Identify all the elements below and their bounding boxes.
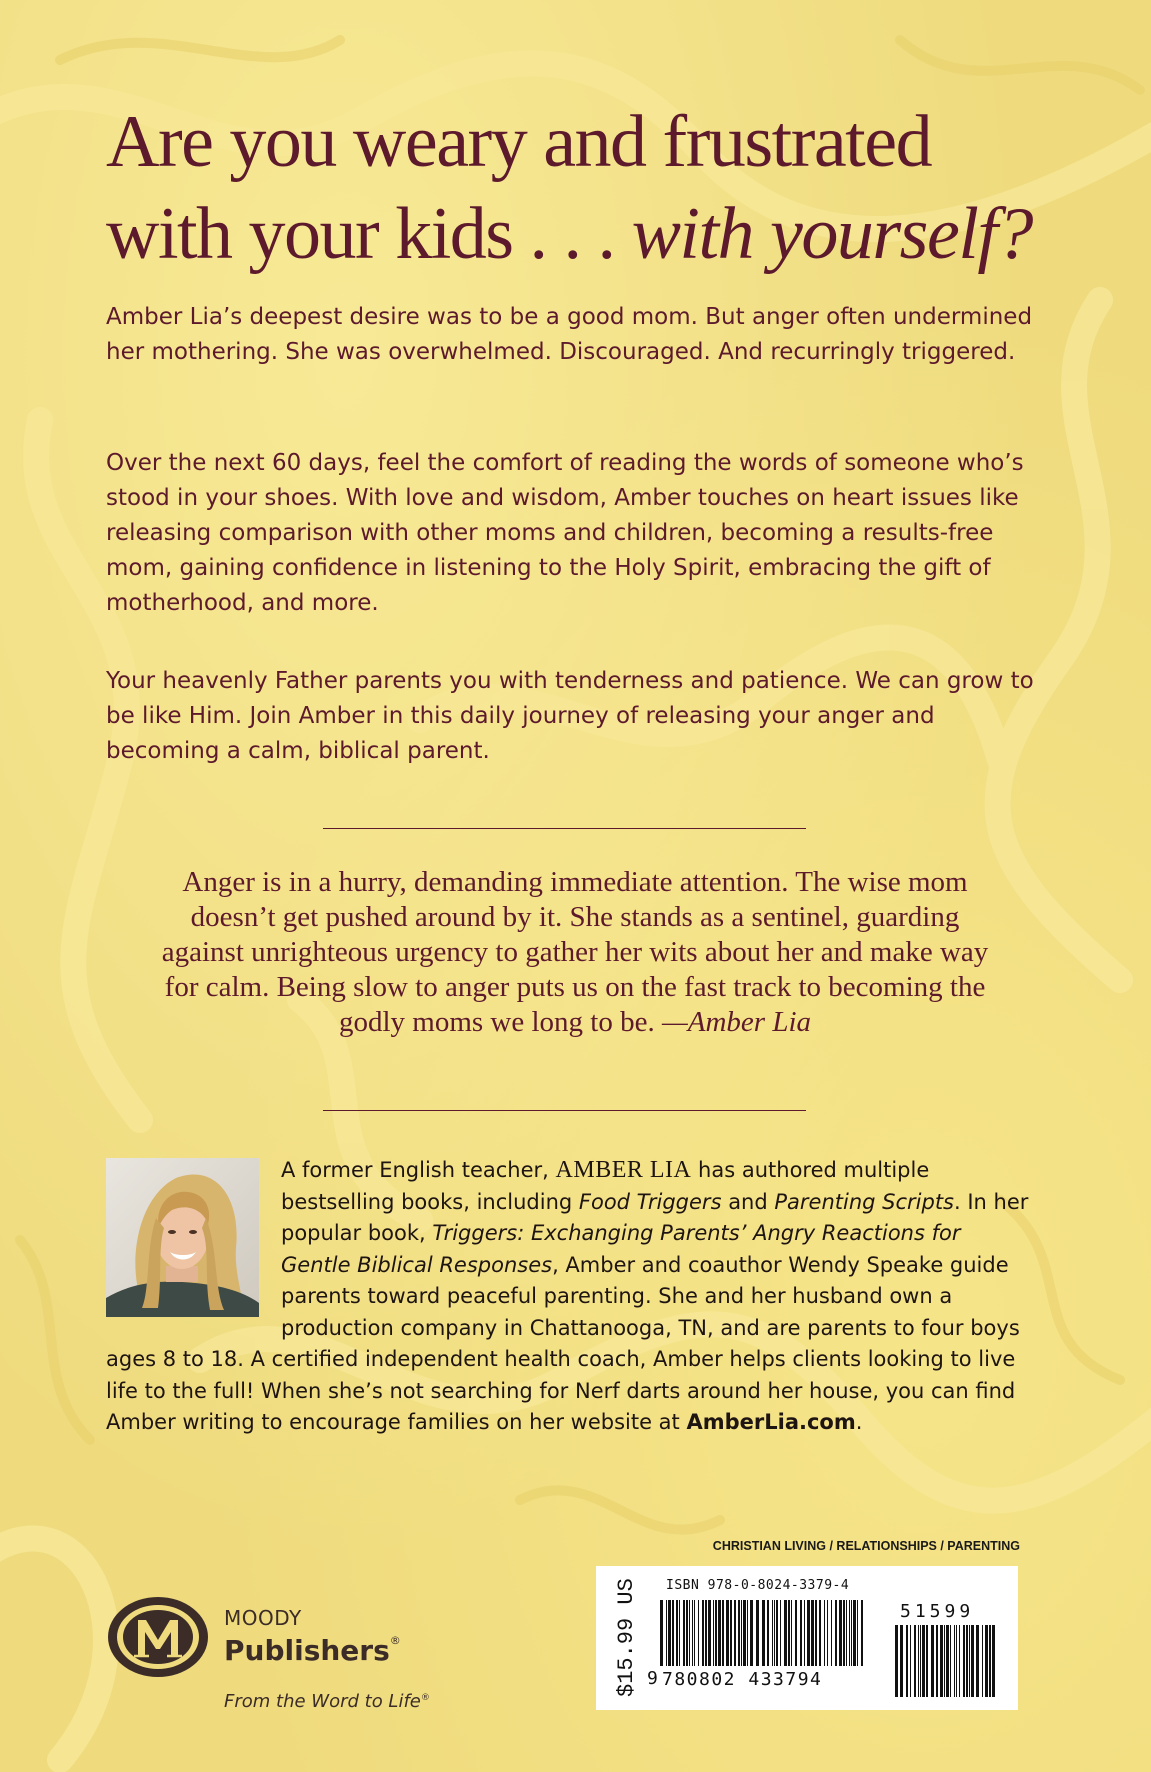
barcode-bar xyxy=(722,1600,724,1666)
barcode-bar xyxy=(804,1600,805,1666)
barcode-bar xyxy=(857,1600,858,1666)
barcode-bar xyxy=(918,1625,919,1697)
barcode-bar xyxy=(708,1600,711,1666)
barcode-bar xyxy=(815,1600,817,1666)
category-label: CHRISTIAN LIVING / RELATIONSHIPS / PARENTING xyxy=(712,1539,1020,1553)
barcode-bar xyxy=(780,1600,781,1666)
author-bio xyxy=(106,1155,1036,1439)
description-paragraph-1: Amber Lia’s deepest desire was to be a good mom. But anger often undermined her mothering. She was overwhelmed. Discouraged. And recurringly triggered. xyxy=(106,304,1033,365)
price: $15.99 US xyxy=(614,1578,639,1698)
barcode-first-digit: 9 xyxy=(647,1668,658,1689)
barcode-bar xyxy=(774,1600,775,1666)
barcode-bar xyxy=(839,1600,842,1666)
barcode-digits: 780802 433794 xyxy=(662,1669,823,1690)
barcode-addon-number: 51599 xyxy=(900,1601,975,1622)
bio-text: and xyxy=(721,1189,775,1214)
pull-quote-text: Anger is in a hurry, demanding immediate attention. The wise mom doesn’t get pushed around by it. She stands as a sentinel, guarding against unrighteous urgency to gather her wits about her and make way for calm. Being slow to anger puts us on the fast track to becoming the godly moms we long to be. xyxy=(161,866,989,1038)
barcode-bar xyxy=(959,1625,960,1697)
pull-quote xyxy=(150,865,1000,1040)
headline-line-1: Are you weary and frustrated xyxy=(106,101,932,183)
barcode-bar xyxy=(946,1625,949,1697)
barcode-bar xyxy=(922,1625,925,1697)
barcode-bar xyxy=(726,1600,729,1666)
barcode-bar xyxy=(969,1625,970,1697)
barcode-bar xyxy=(666,1600,667,1666)
tagline-mark: ® xyxy=(420,1693,430,1703)
barcode-bar xyxy=(963,1625,965,1697)
headline-italic: with yourself? xyxy=(631,193,1032,275)
barcode-bar xyxy=(846,1600,847,1666)
barcode-bar xyxy=(835,1600,837,1666)
barcode-bar xyxy=(718,1600,721,1666)
book-title: Food Triggers xyxy=(578,1189,722,1214)
barcode-bar xyxy=(738,1600,740,1666)
pull-quote-attribution: —Amber Lia xyxy=(654,1006,812,1038)
barcode-bar xyxy=(851,1600,852,1666)
barcode-bar xyxy=(689,1600,690,1666)
barcode-bar xyxy=(686,1600,688,1666)
publisher-name-line-2 xyxy=(224,1634,401,1667)
barcode-bar xyxy=(966,1625,968,1697)
barcode-bar xyxy=(668,1600,671,1666)
barcode-bar xyxy=(819,1600,821,1666)
barcode-bar xyxy=(906,1625,908,1697)
barcode-bar xyxy=(807,1600,810,1666)
barcode-bar xyxy=(702,1600,704,1666)
divider-top xyxy=(323,828,806,829)
barcode-bar xyxy=(831,1600,832,1666)
bio-text: . In her popular book, xyxy=(281,1189,1029,1245)
barcode-bar xyxy=(672,1600,674,1666)
barcode-bar xyxy=(694,1600,695,1666)
barcode-bar xyxy=(791,1600,792,1666)
barcode-bar xyxy=(989,1625,991,1697)
barcode-bar xyxy=(985,1625,988,1697)
barcode-bar xyxy=(954,1625,955,1697)
barcode-bar xyxy=(956,1625,957,1697)
book-title: Triggers: Exchanging Parents’ Angry Reactions for Gentle Biblical Responses xyxy=(281,1221,961,1277)
barcode-bar xyxy=(692,1600,693,1666)
publisher-tagline-text: From the Word to Life xyxy=(224,1691,421,1712)
bio-text: . xyxy=(855,1410,863,1434)
barcode-bar xyxy=(788,1600,790,1666)
barcode-bar xyxy=(784,1600,787,1666)
author-photo-spacer xyxy=(106,1155,281,1315)
barcode-bar xyxy=(679,1600,680,1666)
barcode-bar xyxy=(926,1625,928,1697)
barcode-bar xyxy=(715,1600,717,1666)
barcode-bar xyxy=(861,1600,863,1666)
barcode-bar xyxy=(676,1600,678,1666)
barcode-bar xyxy=(827,1600,828,1666)
bio-text: A former English teacher, xyxy=(281,1158,556,1182)
isbn-number: ISBN 978-0-8024-3379-4 xyxy=(666,1578,850,1593)
bio-text: , Amber and coauthor Wendy Speake guide parents toward peaceful parenting. She and her husband own a production company in Chattanooga, TN, and are parents to four boys ages 8 to 18. A certified independent health coach, Amber helps clients looking to live life to the full! When she’s not searching for Nerf darts around her house, you can find Amber writing to encourage families on her website at xyxy=(106,1252,1020,1434)
barcode-bar xyxy=(756,1600,759,1666)
barcode-bar xyxy=(824,1600,825,1666)
barcode-bar xyxy=(950,1625,951,1697)
barcode-bar xyxy=(920,1625,921,1697)
author-website: AmberLia.com xyxy=(686,1410,856,1434)
headline xyxy=(106,96,1066,280)
barcode-bar xyxy=(713,1600,714,1666)
barcode-bar xyxy=(914,1625,916,1697)
barcode-bar xyxy=(976,1625,979,1697)
barcode-bar xyxy=(705,1600,707,1666)
barcode-bar xyxy=(944,1625,945,1697)
barcode-bar xyxy=(767,1600,769,1666)
barcode-bar xyxy=(936,1625,938,1697)
barcode-bar xyxy=(811,1600,814,1666)
barcode-bar xyxy=(992,1625,995,1697)
barcode-bar xyxy=(747,1600,748,1666)
publisher-name-text: Publishers xyxy=(224,1634,390,1667)
barcode-bar xyxy=(776,1600,778,1666)
barcode-bar xyxy=(800,1600,802,1666)
description-paragraph-2: Over the next 60 days, feel the comfort of reading the words of someone who’s stood in your shoes. With love and wisdom, Amber touches on heart issues like releasing comparison with other moms and children, becoming a results-free mom, gaining confidence in listening to the Holy Spirit, embracing the gift of motherhood, and more. xyxy=(106,450,1024,616)
barcode-bar xyxy=(853,1600,856,1666)
barcode-bar xyxy=(734,1600,736,1666)
barcode-bar xyxy=(741,1600,742,1666)
publisher-tagline xyxy=(224,1691,430,1712)
barcode-bar xyxy=(895,1625,898,1697)
barcode-bar xyxy=(900,1625,903,1697)
headline-line-2: with your kids . . . xyxy=(106,193,632,275)
barcode-bar xyxy=(772,1600,773,1666)
barcode-bar xyxy=(660,1600,663,1666)
barcode-bar xyxy=(843,1600,845,1666)
barcode-bar xyxy=(795,1600,797,1666)
barcode-bar xyxy=(931,1625,934,1697)
barcode-bar xyxy=(698,1600,699,1666)
publisher-name-line-1: MOODY xyxy=(224,1606,302,1630)
barcode-bar xyxy=(750,1600,753,1666)
book-title: Parenting Scripts xyxy=(774,1189,955,1214)
moody-publishers-logo-icon xyxy=(105,1594,211,1680)
registered-mark: ® xyxy=(389,1634,401,1647)
barcode-bar xyxy=(683,1600,685,1666)
barcode-bar xyxy=(762,1600,765,1666)
bio-text: has authored multiple bestselling books, including xyxy=(281,1158,930,1214)
barcode-bar xyxy=(743,1600,746,1666)
barcode-addon-bars xyxy=(895,1625,995,1697)
description-paragraph-3: Your heavenly Father parents you with tenderness and patience. We can grow to be like Him. Join Amber in this daily journey of releasing your anger and becoming a calm, biblical parent. xyxy=(106,668,1034,764)
barcode-bar xyxy=(971,1625,974,1697)
barcode-bar xyxy=(849,1600,850,1666)
barcode-bar xyxy=(910,1625,911,1697)
author-name: AMBER LIA xyxy=(555,1157,692,1183)
barcode-bar xyxy=(730,1600,732,1666)
barcode-bar xyxy=(982,1625,983,1697)
barcode-bar xyxy=(940,1625,943,1697)
divider-bottom xyxy=(323,1110,806,1111)
